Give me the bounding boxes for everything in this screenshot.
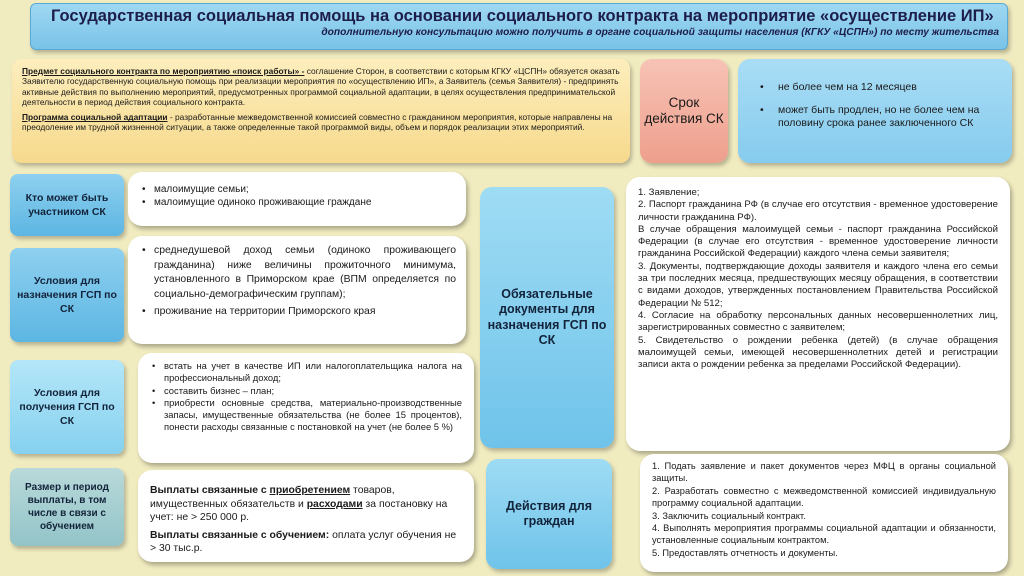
participants-box <box>128 172 466 226</box>
term-list <box>738 59 1012 163</box>
receive-conditions-label: Условия для получения ГСП по СК <box>10 360 124 454</box>
receive-condition-item: • составить бизнес – план; <box>150 385 462 397</box>
document-item: 5. Свидетельство о рождении ребенка (детей) (в случае обращения малоимущей семьи, имеющей несовершеннолетних детей и регистрации записи акта о рождении ребенка за пределами Российской Федерации). <box>638 334 998 371</box>
document-item: В случае обращения малоимущей семьи - паспорт гражданина Российской Федерации (в случае его отсутствия - временное удостоверение личности гражданина Российской Федерации) каждого члена семьи заявителя; <box>638 223 998 260</box>
payment-training-line <box>150 529 462 556</box>
payment-bold-3: расходами <box>306 498 363 510</box>
document-item: 4. Согласие на обработку персональных данных несовершеннолетних лиц, зарегистрированных совместно с заявителем; <box>638 309 998 334</box>
subject-paragraph <box>22 66 620 107</box>
receive-condition-item: • приобрести основные средства, материально-производственные запасы, имущественные обязательства (не более 15 процентов), понести расходы связанные с постановкой на учет (не более 5 %) <box>150 397 462 434</box>
participant-item: • малоимущие одиноко проживающие граждане <box>140 196 456 209</box>
subject-text: соглашение Сторон, в соответствии с которым КГКУ «ЦСПН» обязуется оказать Заявителю государственную социальную помощь при реализации мероприятия по «осуществлению ИП», а Заявитель (семья Заявителя) - предпринять активные действия по выполнению мероприятий, предусмотренных программой социальной адаптации, в целях осуществления предпринимательской деятельности в период действия социального контракта. <box>22 66 620 107</box>
action-item: 2. Разработать совместно с межведомственной комиссией индивидуальную программу социальной адаптации. <box>652 485 996 509</box>
payment-bold-1: Выплаты связанные с <box>150 485 270 496</box>
action-item: 5. Предоставлять отчетность и документы. <box>652 547 838 558</box>
subject-definition-box <box>12 59 630 163</box>
program-text: - разработанные межведомственной комиссией совместно с гражданином мероприятия, которые направлены на преодоление им трудной жизненной ситуации, а также определенные такой программой виды, объем и порядок реализации этих мероприятий. <box>22 112 613 133</box>
page-subtitle: дополнительную консультацию можно получить в органе социальной защиты населения (КГКУ «ЦСПН») по месту жительства <box>321 27 999 38</box>
assign-conditions-box <box>128 236 466 344</box>
document-item: 1. Заявление; <box>638 187 700 198</box>
action-item: 3. Заключить социальный контракт. <box>652 510 806 521</box>
payment-text-1: товаров, имущественных обязательств и <box>150 485 395 510</box>
page-title: Государственная социальная помощь на основании социального контракта на мероприятие «осуществление ИП» <box>51 7 994 25</box>
actions-label: Действия для граждан <box>486 459 612 569</box>
participant-item: • малоимущие семьи; <box>140 183 456 196</box>
term-label: Срок действия СК <box>640 59 728 163</box>
documents-label: Обязательные документы для назначения ГСП по СК <box>480 187 614 448</box>
payment-training-text: оплата услуг обучения не > 30 тыс.р. <box>150 529 457 554</box>
program-paragraph <box>22 112 620 133</box>
action-item: 1. Подать заявление и пакет документов через МФЦ в органы социальной защиты. <box>652 461 996 484</box>
payment-box <box>138 470 474 562</box>
payment-bold-2: приобретением <box>269 485 351 496</box>
assign-conditions-label: Условия для назначения ГСП по СК <box>10 248 124 342</box>
payment-acquisition-line <box>150 484 462 525</box>
participants-label: Кто может быть участником СК <box>10 174 124 236</box>
document-item: 3. Документы, подтверждающие доходы заявителя и каждого члена его семьи за три последних месяца, предшествующих месяцу обращения, в соответствии с видами доходов, утвержденных постановлением Правительства Российской Федерации № 512; <box>638 260 998 309</box>
payment-training-bold: Выплаты связанные с обучением: <box>150 529 330 541</box>
payment-text-2: за постановку на учет: не > 250 000 р. <box>150 498 448 523</box>
program-heading: Программа социальной адаптации <box>22 112 168 123</box>
assign-condition-item: • среднедушевой доход семьи (одиноко проживающего гражданина) ниже величины прожиточного минимума, установленного в Приморском крае (ВПМ определяется по социально-демографическим группам); <box>140 244 456 302</box>
receive-condition-item: • встать на учет в качестве ИП или налогоплательщика налога на профессиональный доход; <box>150 360 462 385</box>
document-item: 2. Паспорт гражданина РФ (в случае его отсутствия - временное удостоверение личности гражданина РФ). <box>638 199 998 223</box>
term-item: • может быть продлен, но не более чем на половину срока ранее заключенного СК <box>760 104 1004 130</box>
payment-label: Размер и период выплаты, в том числе в связи с обучением <box>10 468 124 546</box>
receive-conditions-box <box>138 353 474 463</box>
action-item: 4. Выполнять мероприятия программы социальной адаптации и обязанности, установленные социальным контрактом. <box>652 523 996 546</box>
header-banner <box>30 3 1008 50</box>
assign-condition-item: • проживание на территории Приморского края <box>140 305 456 320</box>
subject-heading: Предмет социального контракта по мероприятию «поиск работы» - <box>22 66 305 76</box>
term-item: • не более чем на 12 месяцев <box>760 81 1004 94</box>
actions-box <box>640 454 1008 572</box>
documents-box <box>626 177 1010 451</box>
